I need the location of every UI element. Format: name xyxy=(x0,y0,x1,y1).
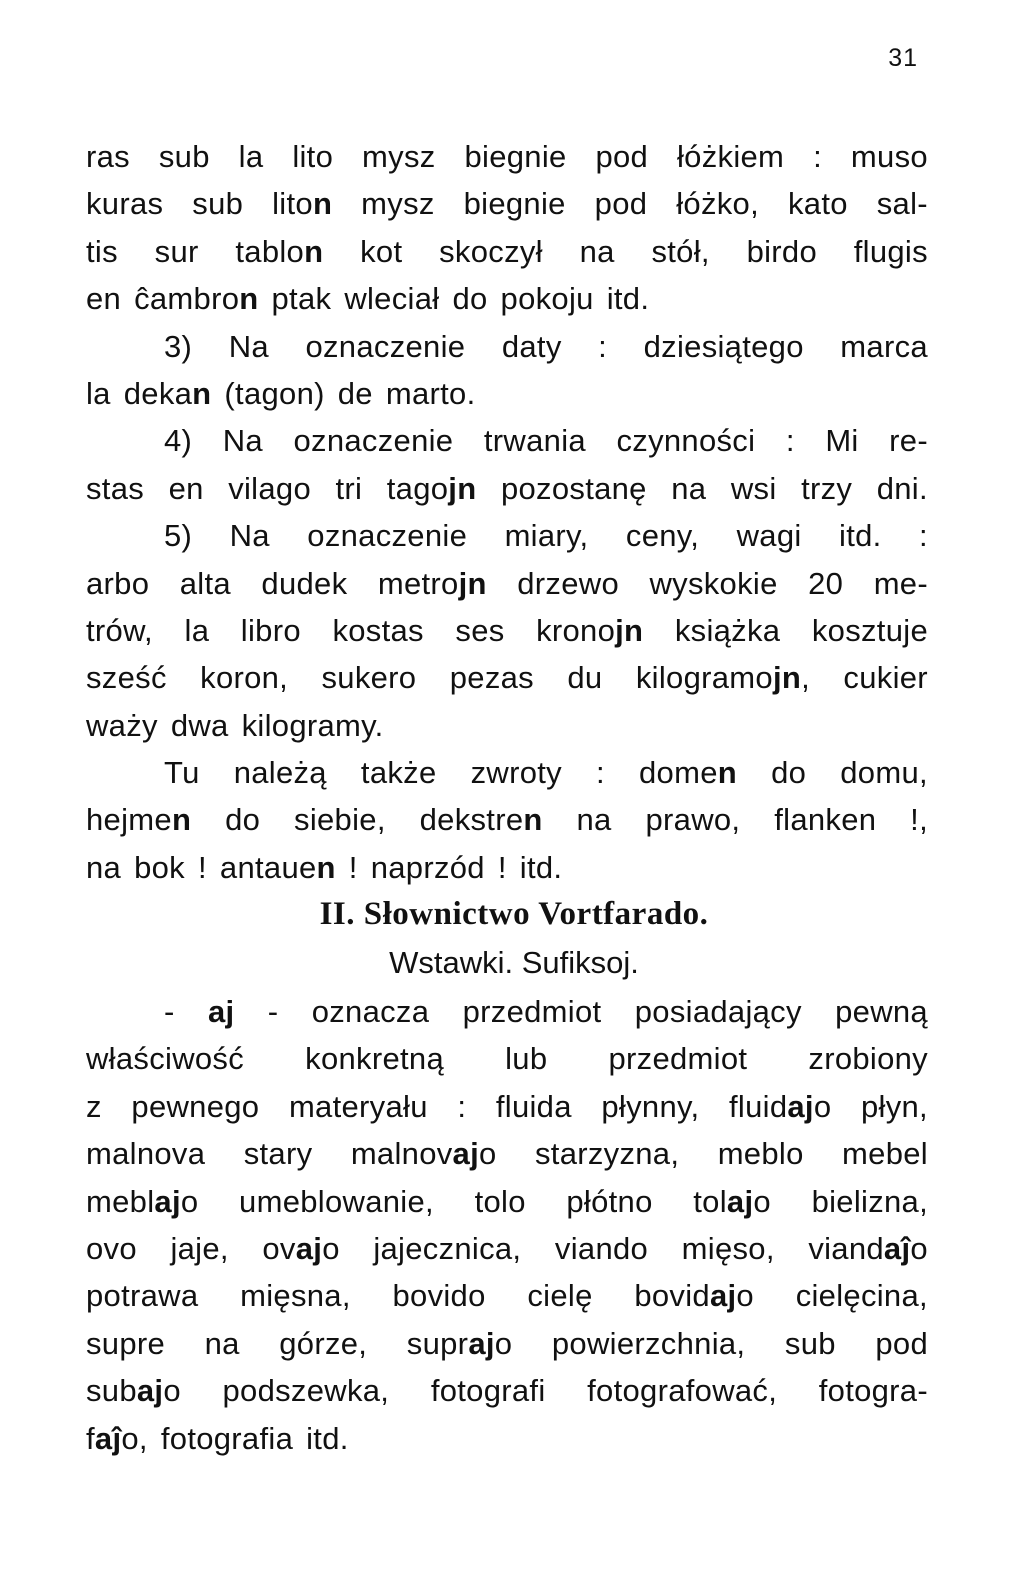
word: ras xyxy=(86,139,130,174)
word: kato xyxy=(787,186,848,222)
word: fotografi xyxy=(430,1373,546,1409)
word: dudek xyxy=(261,565,348,601)
text-line xyxy=(86,1225,928,1272)
text-line xyxy=(86,370,928,417)
text-line xyxy=(86,1415,928,1462)
word: cukier xyxy=(843,660,928,696)
word: pod xyxy=(594,186,648,222)
word: : xyxy=(596,755,605,791)
word: sal- xyxy=(876,186,928,222)
text-line xyxy=(86,1130,928,1177)
text-line xyxy=(86,749,928,796)
word: antauen xyxy=(219,849,336,885)
word: do xyxy=(452,281,488,317)
word: ! xyxy=(197,849,207,885)
word: starzyzna, xyxy=(534,1136,680,1172)
word: pod xyxy=(595,139,649,174)
text-line xyxy=(86,1367,928,1414)
word: posiadający xyxy=(634,994,802,1029)
word: tis xyxy=(86,233,118,269)
word: wleciał xyxy=(344,281,440,317)
word: fotogra- xyxy=(818,1373,928,1409)
word: daty xyxy=(501,328,562,364)
word: en xyxy=(86,281,122,317)
text-line xyxy=(86,988,928,1035)
word: fotografia xyxy=(160,1420,294,1456)
word: la xyxy=(184,612,210,648)
text-line xyxy=(86,1272,928,1319)
word: : xyxy=(598,328,608,364)
word: - xyxy=(164,994,175,1029)
word: 20 xyxy=(808,565,844,601)
word: lub xyxy=(505,1041,548,1077)
text-line xyxy=(86,1178,928,1225)
word: hejmen xyxy=(86,802,192,838)
word: płótno xyxy=(566,1183,653,1219)
word: materyału xyxy=(288,1088,428,1124)
word: 4) xyxy=(164,423,193,459)
word: dwa xyxy=(170,707,229,743)
paragraph-2 xyxy=(86,988,928,1462)
text-line xyxy=(86,1320,928,1367)
word: la xyxy=(86,375,111,411)
word: arbo xyxy=(86,565,150,601)
word: fluida xyxy=(495,1088,572,1124)
word: kronojn xyxy=(536,612,644,648)
word: biegnie xyxy=(464,139,567,174)
word: 3) xyxy=(164,328,193,364)
word: lito xyxy=(292,139,334,174)
text-line xyxy=(86,607,928,654)
word: ses xyxy=(455,612,505,648)
word: viandaĵo xyxy=(808,1230,928,1266)
section xyxy=(86,888,928,986)
word: mysz xyxy=(362,139,436,174)
word: ! xyxy=(348,849,358,885)
word: oznaczenie xyxy=(293,423,454,459)
word: mięso, xyxy=(681,1230,775,1266)
word: ceny, xyxy=(625,518,700,554)
word: birdo xyxy=(746,233,817,269)
text-line xyxy=(86,417,928,464)
word: itd. xyxy=(519,849,563,885)
word: zwroty xyxy=(470,755,562,791)
word: umeblowanie, xyxy=(239,1183,434,1219)
word: kuras xyxy=(86,186,164,222)
word: Mi xyxy=(825,423,859,459)
word: Na xyxy=(222,423,263,459)
word: sześć xyxy=(86,660,167,696)
word: trów, xyxy=(86,612,153,648)
word: czynności xyxy=(616,423,756,459)
word: drzewo xyxy=(517,565,619,601)
word: tri xyxy=(335,470,363,506)
word: oznaczenie xyxy=(307,518,468,554)
word: marto. xyxy=(385,375,476,411)
word: kosztuje xyxy=(811,612,928,648)
word: siebie, xyxy=(294,802,386,838)
word: waży xyxy=(86,707,158,743)
word: powierzchnia, xyxy=(551,1325,746,1361)
text-line xyxy=(86,228,928,275)
word: Na xyxy=(228,328,269,364)
word: także xyxy=(360,755,437,791)
word: trwania xyxy=(483,423,586,459)
word: fotografować, xyxy=(587,1373,778,1409)
word: supre xyxy=(86,1325,166,1361)
section-heading: II. Słownictwo Vortfarado. xyxy=(319,896,709,932)
word: stas xyxy=(86,470,145,506)
word: viando xyxy=(554,1230,649,1266)
word: miary, xyxy=(504,518,589,554)
text-line xyxy=(86,275,928,322)
word: dekan xyxy=(123,375,212,411)
text-line xyxy=(86,1035,928,1082)
word: z xyxy=(86,1088,102,1124)
word: bok xyxy=(134,849,185,885)
word: skoczył xyxy=(439,233,543,269)
word: malnovajo xyxy=(350,1136,497,1172)
word: kilogramy. xyxy=(241,707,384,743)
word: mysz xyxy=(361,186,435,222)
word: liton xyxy=(272,186,333,222)
text-line xyxy=(86,844,928,891)
word: podszewka, xyxy=(222,1373,390,1409)
word: cielęcina, xyxy=(795,1278,928,1314)
word: tolo xyxy=(474,1183,526,1219)
word: dni. xyxy=(876,470,928,506)
word: łóżkiem xyxy=(677,139,785,174)
word: marca xyxy=(840,328,928,364)
word: na xyxy=(86,849,122,885)
word: cielę xyxy=(527,1278,593,1314)
word: 5) xyxy=(164,518,193,554)
word: tagojn xyxy=(386,470,477,506)
word: biegnie xyxy=(463,186,566,222)
word: pozostanę xyxy=(500,470,647,506)
text-line xyxy=(86,796,928,843)
word: kot xyxy=(360,233,403,269)
word: górze, xyxy=(279,1325,368,1361)
word: ovo xyxy=(86,1230,137,1266)
word: Na xyxy=(229,518,270,554)
word: potrawa xyxy=(86,1278,199,1314)
word: na xyxy=(579,233,615,269)
paragraph-1 xyxy=(86,133,928,891)
text-line xyxy=(86,512,928,559)
text-line xyxy=(86,180,928,227)
word: dekstren xyxy=(419,802,543,838)
word: wagi xyxy=(736,518,802,554)
word: du xyxy=(567,660,603,696)
word: faĵo, xyxy=(86,1420,148,1456)
word: kilogramojn, xyxy=(635,660,811,696)
section-subheading: Wstawki. Sufiksoj. xyxy=(389,945,639,980)
word: itd. xyxy=(306,1420,349,1456)
word: sub xyxy=(158,139,210,174)
text-line xyxy=(86,323,928,370)
word: re- xyxy=(889,423,928,459)
word: na xyxy=(576,802,612,838)
word: meblajo xyxy=(86,1183,199,1219)
word: ovajo xyxy=(262,1230,340,1266)
word: libro xyxy=(240,612,301,648)
word: tablon xyxy=(235,233,324,269)
word: bovido xyxy=(392,1278,486,1314)
word: la xyxy=(238,139,264,174)
word: płynny, xyxy=(601,1088,700,1124)
word: pod xyxy=(875,1325,928,1361)
word: pezas xyxy=(449,660,534,696)
word: en xyxy=(168,470,204,506)
word: należą xyxy=(233,755,327,791)
word: ! xyxy=(497,849,507,885)
word: malnova xyxy=(86,1136,206,1172)
word: itd. xyxy=(606,281,650,317)
text-line xyxy=(86,560,928,607)
word: jaje, xyxy=(170,1230,229,1266)
word: metrojn xyxy=(377,565,487,601)
word: domu, xyxy=(840,755,928,791)
word: sub xyxy=(192,186,244,222)
word: domen xyxy=(639,755,738,791)
word: płyn, xyxy=(860,1088,928,1124)
word: Tu xyxy=(164,755,200,791)
text-line xyxy=(86,1083,928,1130)
word: przedmiot xyxy=(608,1041,748,1077)
word: : xyxy=(785,423,795,459)
word: oznacza xyxy=(311,994,430,1029)
word: - xyxy=(267,994,279,1029)
word: de xyxy=(337,375,373,411)
word: pewnego xyxy=(131,1088,260,1124)
word: !, xyxy=(910,802,928,838)
word: : xyxy=(813,139,823,174)
word: fluidajo xyxy=(729,1088,832,1124)
word: właściwość xyxy=(86,1041,245,1077)
word: ĉambron xyxy=(134,281,259,317)
word: : xyxy=(919,518,928,554)
word: meblo xyxy=(717,1136,804,1172)
word: flanken xyxy=(774,802,877,838)
word: naprzód xyxy=(370,849,485,885)
word: (tagon) xyxy=(224,375,325,411)
word: mięsna, xyxy=(240,1278,351,1314)
word: sukero xyxy=(321,660,417,696)
word: trzy xyxy=(801,470,853,506)
word: prawo, xyxy=(645,802,741,838)
word: jajecznica, xyxy=(373,1230,522,1266)
word: na xyxy=(671,470,707,506)
word: sur xyxy=(154,233,199,269)
page-number: 31 xyxy=(888,44,918,72)
word: wsi xyxy=(730,470,777,506)
word: itd. xyxy=(839,518,882,554)
word: łóżko, xyxy=(676,186,760,222)
word: kostas xyxy=(332,612,424,648)
word: konkretną xyxy=(305,1041,444,1077)
text-line xyxy=(86,702,928,749)
word: me- xyxy=(873,565,928,601)
word: subajo xyxy=(86,1373,181,1409)
word: do xyxy=(771,755,807,791)
word: vilago xyxy=(228,470,311,506)
word: sub xyxy=(784,1325,836,1361)
word: aj xyxy=(207,994,235,1029)
text-line xyxy=(86,654,928,701)
text-line xyxy=(86,133,928,180)
word: pokoju xyxy=(500,281,594,317)
word: tolajo xyxy=(693,1183,771,1219)
word: stary xyxy=(243,1136,313,1172)
word: koron, xyxy=(200,660,289,696)
word: bielizna, xyxy=(811,1183,928,1219)
word: na xyxy=(204,1325,240,1361)
word: suprajo xyxy=(406,1325,513,1361)
word: stół, xyxy=(651,233,710,269)
word: przedmiot xyxy=(462,994,602,1029)
word: alta xyxy=(179,565,231,601)
word: mebel xyxy=(842,1136,928,1172)
word: zrobiony xyxy=(808,1041,928,1077)
word: pewną xyxy=(835,994,928,1029)
word: wyskokie xyxy=(649,565,778,601)
word: bovidajo xyxy=(634,1278,754,1314)
word: : xyxy=(457,1088,467,1124)
word: książka xyxy=(674,612,781,648)
word: muso xyxy=(850,139,928,174)
word: dziesiątego xyxy=(643,328,804,364)
word: ptak xyxy=(271,281,332,317)
text-line xyxy=(86,465,928,512)
word: do xyxy=(225,802,261,838)
word: flugis xyxy=(853,233,928,269)
word: oznaczenie xyxy=(305,328,466,364)
